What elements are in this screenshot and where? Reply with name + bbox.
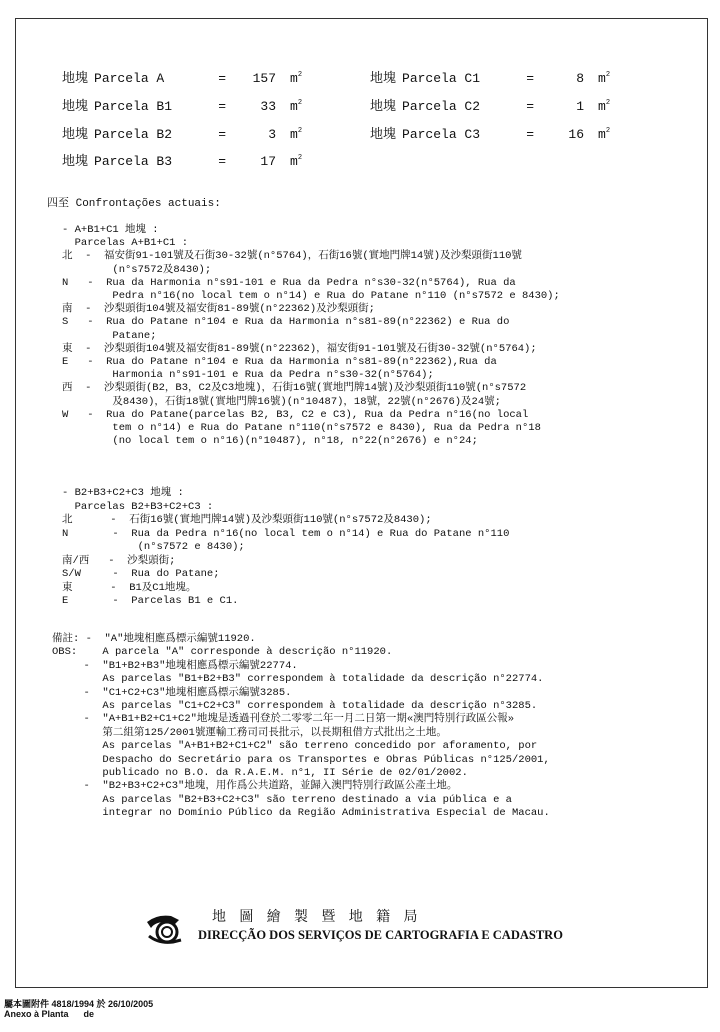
area-value: 157 (252, 71, 277, 86)
cadastre-logo (145, 912, 185, 946)
text-line: Despacho do Secretário para os Transportes e Obras Públicas n°125/2001, (52, 753, 550, 766)
area-row (62, 150, 302, 169)
area-equals: = (218, 99, 227, 114)
text-line: 西 - 沙梨頭街(B2，B3，C2及C3地塊)，石街16號(實地門牌14號)及沙梨頭街110號(n°s7572 (62, 382, 527, 395)
text-line: Parcelas B2+B3+C2+C3 : (62, 500, 214, 513)
text-line: (n°s7572 e 8430); (62, 541, 245, 553)
text-line: E - Parcelas B1 e C1. (62, 595, 239, 607)
area-equals: = (526, 99, 535, 114)
area-unit-exponent: 2 (605, 127, 611, 135)
area-parcel-name: Parcela C1 (402, 71, 481, 86)
text-line: 東 - 沙梨頭街104號及福安街81-89號(n°22362)，福安街91-101號及石街30-32號(n°5764); (62, 342, 537, 355)
text-line: 及8430)，石街18號(實地門牌16號)(n°10487)，18號，22號(n°2676)及24號; (62, 395, 501, 408)
text-line: Parcelas A+B1+C1 : (62, 237, 189, 250)
area-unit: m (598, 71, 606, 86)
area-zh-label: 地塊 (62, 154, 89, 169)
text-line: As parcelas "C1+C2+C3" correspondem à totalidade da descrição n°3285. (52, 700, 538, 712)
text-line: - B2+B3+C2+C3 地塊 : (62, 487, 184, 499)
area-parcel-name: Parcela C2 (402, 99, 481, 114)
area-parcel-name: Parcela C3 (402, 127, 481, 142)
organization-name-portuguese: DIRECÇÃO DOS SERVIÇOS DE CARTOGRAFIA E CADASTRO (198, 928, 563, 942)
text-line: 備註: - "A"地塊相應爲標示編號11920. (52, 633, 256, 645)
text-line: (no local tem o n°16)(n°10487), n°18, n°22(n°2676) e n°24; (62, 435, 478, 448)
area-unit-exponent: 2 (297, 154, 303, 162)
area-zh-label: 地塊 (370, 71, 397, 86)
area-equals: = (526, 71, 535, 86)
area-value: 16 (568, 127, 585, 142)
area-unit-exponent: 2 (297, 71, 303, 79)
area-unit-exponent: 2 (605, 99, 611, 107)
text-line: - A+B1+C1 地塊 : (62, 224, 159, 236)
area-unit: m (290, 154, 298, 169)
area-zh-label: 地塊 (62, 71, 89, 86)
text-line: N - Rua da Harmonia n°s91-101 e Rua da Pedra n°s30-32(n°5764), Rua da (62, 276, 516, 289)
area-equals: = (218, 127, 227, 142)
area-row (62, 123, 302, 142)
area-unit: m (598, 127, 606, 142)
area-parcel-name: Parcela B3 (94, 154, 173, 169)
area-equals: = (526, 127, 535, 142)
area-unit: m (598, 99, 606, 114)
area-zh-label: 地塊 (370, 127, 397, 142)
text-line: 北 - 福安街91-101號及石街30-32號(n°5764)，石街16號(實地門牌14號)及沙梨頭街110號 (62, 250, 522, 263)
text-line: 第二組第125/2001號運輸工務司司長批示，以長期租借方式批出之土地。 (52, 726, 447, 739)
area-value: 17 (260, 154, 277, 169)
text-line: As parcelas "A+B1+B2+C1+C2" são terreno concedido por aforamento, por (52, 740, 538, 753)
area-parcel-name: Parcela A (94, 71, 165, 86)
text-line: - "C1+C2+C3"地塊相應爲標示編號3285. (52, 686, 292, 699)
area-unit-exponent: 2 (297, 99, 303, 107)
area-zh-label: 地塊 (62, 99, 89, 114)
text-line: (n°s7572及8430); (62, 263, 212, 276)
area-unit: m (290, 71, 298, 86)
area-equals: = (218, 154, 227, 169)
boundaries-heading: 四至 Confrontações actuais: (47, 198, 221, 210)
organization-name-chinese: 地 圖 繪 製 暨 地 籍 局 (212, 909, 418, 925)
text-line: - "A+B1+B2+C1+C2"地塊是透過刊登於二零零二年一月二日第一期«澳門特別行政區公報» (52, 713, 515, 726)
text-line: - "B2+B3+C2+C3"地塊，用作爲公共道路，並歸入澳門特別行政區公產土地。 (52, 780, 458, 793)
area-parcel-name: Parcela B2 (94, 127, 173, 142)
area-row (62, 95, 302, 114)
text-line: Patane; (62, 329, 157, 342)
text-line: 南 - 沙梨頭街104號及福安街81-89號(n°22362)及沙梨頭街; (62, 303, 375, 316)
area-equals: = (218, 71, 227, 86)
area-value: 33 (260, 99, 277, 114)
area-zh-label: 地塊 (370, 99, 397, 114)
text-line: 東 - B1及C1地塊。 (62, 581, 197, 594)
text-line: W - Rua do Patane(parcelas B2, B3, C2 e C3), Rua da Pedra n°16(no local (62, 408, 529, 421)
text-line: tem o n°14) e Rua do Patane n°110(n°s7572 e 8430), Rua da Pedra n°18 (62, 422, 541, 434)
footer-annex-line-pt: Anexo à Planta de (4, 1009, 95, 1019)
area-unit-exponent: 2 (297, 127, 303, 135)
text-line: - "B1+B2+B3"地塊相應爲標示編號22774. (52, 659, 298, 672)
area-value: 8 (576, 71, 585, 86)
text-line: Pedra n°16(no local tem o n°14) e Rua do Patane n°110 (n°s7572 e 8430); (62, 290, 560, 302)
text-line: E - Rua do Patane n°104 e Rua da Harmonia n°s81-89(n°22362),Rua da (62, 356, 497, 368)
area-unit-exponent: 2 (605, 71, 611, 79)
text-line: As parcelas "B2+B3+C2+C3" são terreno destinado a via pública e a (52, 793, 512, 806)
area-zh-label: 地塊 (62, 127, 89, 142)
area-value: 3 (268, 127, 277, 142)
area-unit: m (290, 99, 298, 114)
area-value: 1 (576, 99, 585, 114)
text-line: Harmonia n°s91-101 e Rua da Pedra n°s30-32(n°5764); (62, 369, 434, 382)
text-line: As parcelas "B1+B2+B3" correspondem à totalidade da descrição n°22774. (52, 673, 544, 686)
text-line: publicado no B.O. da R.A.E.M. n°1, II Série de 02/01/2002. (52, 767, 468, 779)
area-parcel-name: Parcela B1 (94, 99, 173, 114)
area-row (370, 95, 610, 114)
text-line: S/W - Rua do Patane; (62, 568, 220, 580)
area-row (370, 67, 610, 86)
text-line: S - Rua do Patane n°104 e Rua da Harmonia n°s81-89(n°22362) e Rua do (62, 316, 510, 329)
text-line: OBS: A parcela "A" corresponde à descrição n°11920. (52, 646, 393, 659)
text-line: N - Rua da Pedra n°16(no local tem o n°14) e Rua do Patane n°110 (62, 527, 510, 540)
text-line: 南/西 - 沙梨頭街; (62, 554, 176, 567)
footer-annex-line: 屬本圖附件 4818/1994 於 26/10/2005 (4, 999, 154, 1009)
text-line: integrar no Domínio Público da Região Administrativa Especial de Macau. (52, 807, 550, 820)
text-line: 北 - 石街16號(實地門牌14號)及沙梨頭街110號(n°s7572及8430); (62, 514, 432, 526)
area-row (62, 67, 302, 86)
area-unit: m (290, 127, 298, 142)
area-row (370, 123, 610, 142)
